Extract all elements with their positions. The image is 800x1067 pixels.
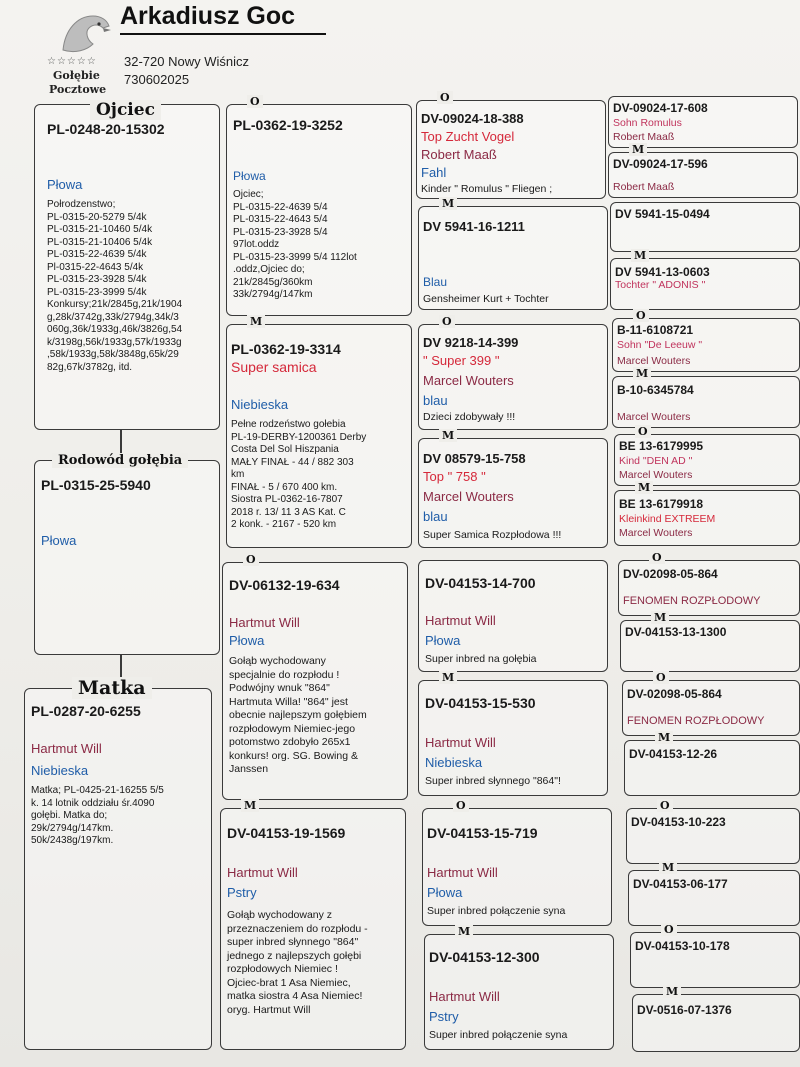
ff-card (226, 95, 412, 316)
sex-label: O (633, 309, 649, 322)
mother-notes: Matka; PL-0425-21-16255 5/5 k. 14 lotnik oddziału śr.4090 gołębi. Matka do; 29k/2794g/147km. 50k/2438g/197km. (31, 785, 164, 846)
mff-color: Płowa (425, 633, 461, 648)
ggp-card (608, 143, 798, 198)
mmm-ring: DV-04153-12-300 (429, 949, 540, 965)
ggp-sub: Kleinkind EXTREEM (619, 513, 716, 525)
ggp-ring: DV-04153-10-178 (635, 939, 730, 953)
ggp-ring: DV-04153-13-1300 (625, 625, 727, 639)
sex-label: O (453, 799, 469, 812)
fmf-breeder: Marcel Wouters (423, 373, 514, 388)
ggp-card (624, 731, 800, 796)
ggp-ring: DV-09024-17-608 (613, 101, 708, 115)
ffm-ring: DV 5941-16-1211 (423, 219, 525, 234)
ffm-note: Gensheimer Kurt + Tochter (423, 293, 549, 305)
mmf-card (422, 799, 612, 926)
ggp-card (612, 367, 800, 428)
sex-label: M (247, 315, 265, 328)
sex-label: O (439, 315, 455, 328)
owner-name-underline (120, 33, 326, 35)
ggp-ring: DV-04153-10-223 (631, 815, 726, 829)
mother-header: Matka (72, 677, 152, 699)
ggp-card (628, 861, 800, 926)
mm-notes: Gołąb wychodowany z przeznaczeniem do rozpłodu - super inbred słynnego "864" jednego z najlepszych gołębi rozpłodowych Niemiec ! Ojciec-brat 1 Asa Niemiec, matka siostra 4 Asa Niemiec! oryg. Hartmut Will (227, 909, 368, 1016)
logo-text-2: Pocztowe (49, 83, 107, 96)
mf-breeder: Hartmut Will (229, 615, 300, 630)
sex-label: M (663, 985, 681, 998)
sex-label: O (653, 671, 669, 684)
ggp-card (622, 671, 800, 736)
mmf-ring: DV-04153-15-719 (427, 825, 538, 841)
ffm-color: Blau (423, 275, 448, 289)
mmf-note: Super inbred połączenie syna (427, 905, 566, 917)
fff-card (416, 91, 606, 199)
sex-label: M (455, 925, 473, 938)
mother-breeder: Hartmut Will (31, 741, 102, 756)
fff-breeder: Robert Maaß (421, 147, 497, 162)
father-ring: PL-0248-20-15302 (47, 121, 165, 137)
ggp-ring: DV-09024-17-596 (613, 157, 708, 171)
sex-label: O (247, 95, 263, 108)
fmf-title: " Super 399 " (423, 353, 500, 368)
fmf-color: blau (423, 393, 448, 408)
sex-label: M (631, 249, 649, 262)
ggp-sub: FENOMEN ROZPŁODOWY (627, 715, 765, 727)
ggp-sub: Tochter " ADONIS " (615, 279, 706, 291)
sex-label: M (633, 367, 651, 380)
ggp-breeder: Robert Maaß (613, 131, 675, 143)
ggp-card (632, 985, 800, 1052)
fm-title: Super samica (231, 359, 317, 375)
mother-color: Niebieska (31, 763, 89, 778)
fmm-title: Top " 758 " (423, 469, 486, 484)
logo-text-1: Gołębie (53, 69, 100, 82)
pigeon-head-icon (59, 10, 111, 56)
ggp-breeder: Marcel Wouters (619, 527, 693, 539)
fmf-ring: DV 9218-14-399 (423, 335, 519, 350)
ggp-ring: BE 13-6179995 (619, 439, 704, 453)
ff-notes: Ojciec; PL-0315-22-4639 5/4 PL-0315-22-4643 5/4 PL-0315-23-3928 5/4 97lot.oddz PL-0315-23-3999 5/4 112lot .oddz,Ojciec do; 21k/2845g/360km 33k/2794g/147km (233, 189, 357, 300)
fff-ring: DV-09024-18-388 (421, 111, 524, 126)
mm-card (220, 799, 406, 1050)
mmm-card (424, 925, 614, 1050)
sex-label: M (659, 861, 677, 874)
mm-breeder: Hartmut Will (227, 865, 298, 880)
fff-color: Fahl (421, 165, 447, 180)
sex-label: M (651, 611, 669, 624)
mmf-breeder: Hartmut Will (427, 865, 498, 880)
mfm-breeder: Hartmut Will (425, 735, 496, 750)
ggp-card (630, 923, 800, 988)
mfm-card (418, 671, 608, 796)
fm-notes: Pełne rodzeństwo gołebia PL-19-DERBY-1200361 Derby Costa Del Sol Hiszpania MAŁY FINAŁ - 44 / 882 303 km FINAŁ - 5 / 670 400 km. Siostra PL-0362-16-7807 2018 r. 13/ 11 3 AS Kat. C 2 konk. - 2167 - 520 km (231, 419, 367, 530)
ggp-ring: B-11-6108721 (617, 323, 694, 337)
ggp-ring: BE 13-6179918 (619, 497, 704, 511)
sex-label: M (439, 197, 457, 210)
ffm-card (418, 197, 608, 310)
sex-label: O (243, 553, 259, 566)
sex-label: M (629, 143, 647, 156)
ggp-sub: Sohn "De Leeuw " (617, 339, 703, 351)
ggp-card (610, 249, 800, 310)
mf-card (222, 553, 408, 800)
fm-card (226, 315, 412, 548)
fff-note: Kinder " Romulus " Fliegen ; (421, 183, 553, 195)
mmm-color: Pstry (429, 1009, 459, 1024)
fmm-note: Super Samica Rozpłodowa !!! (423, 529, 562, 541)
fmm-breeder: Marcel Wouters (423, 489, 514, 504)
ggp-breeder: Marcel Wouters (619, 469, 693, 481)
ggp-ring: DV-04153-12-26 (629, 747, 718, 761)
mm-color: Pstry (227, 885, 257, 900)
mf-notes: Gołąb wychodowany specjalnie do rozpłodu ! Podwójny wnuk "864" Hartmuta Willa! "864" jest obecnie najlepszym gołębiem rozpłodowym Niemiec-jego potomstwo zdobyło 265x1 konkurs! org. SG. Bowing & Janssen (229, 655, 367, 775)
mfm-color: Niebieska (425, 755, 483, 770)
ggp-card (614, 481, 800, 546)
sex-label: O (649, 551, 665, 564)
ggp-ring: DV 5941-13-0603 (615, 265, 710, 279)
mmm-breeder: Hartmut Will (429, 989, 500, 1004)
ggp-ring: DV-02098-05-864 (623, 567, 718, 581)
fm-ring: PL-0362-19-3314 (231, 341, 341, 357)
ff-color: Płowa (233, 169, 266, 183)
mff-ring: DV-04153-14-700 (425, 575, 536, 591)
club-logo (45, 8, 123, 96)
ggp-card (620, 611, 800, 672)
owner-name: Arkadiusz Goc (120, 2, 296, 30)
ggp-sub: FENOMEN ROZPŁODOWY (623, 595, 761, 607)
ggp-breeder: Marcel Wouters (617, 355, 691, 367)
ggp-ring: DV-0516-07-1376 (637, 1003, 732, 1017)
fmm-ring: DV 08579-15-758 (423, 451, 526, 466)
bird-ring: PL-0315-25-5940 (41, 477, 151, 493)
pedigree-header: Rodowód gołębia (52, 453, 188, 468)
sex-label: M (439, 671, 457, 684)
fmm-color: blau (423, 509, 448, 524)
sex-label: O (657, 799, 673, 812)
mf-ring: DV-06132-19-634 (229, 577, 340, 593)
fm-color: Niebieska (231, 397, 289, 412)
mother-card (24, 688, 212, 1050)
mfm-note: Super inbred słynnego "864"! (425, 775, 561, 787)
ggp-breeder: Marcel Wouters (617, 411, 691, 423)
mm-ring: DV-04153-19-1569 (227, 825, 346, 841)
ggp-card (608, 96, 798, 148)
father-color: Płowa (47, 177, 83, 192)
mother-ring: PL-0287-20-6255 (31, 703, 141, 719)
ggp-card (618, 551, 800, 616)
mff-card (418, 560, 608, 672)
ggp-card (626, 799, 800, 864)
sex-label: O (635, 425, 651, 438)
fmm-card (418, 429, 608, 548)
ggp-ring: DV-04153-06-177 (633, 877, 728, 891)
mf-color: Płowa (229, 633, 265, 648)
bird-color: Płowa (41, 533, 77, 548)
mfm-ring: DV-04153-15-530 (425, 695, 536, 711)
ggp-ring: DV-02098-05-864 (627, 687, 722, 701)
mmf-color: Płowa (427, 885, 463, 900)
father-header: Ojciec (90, 100, 161, 120)
fmf-note: Dzieci zdobywały !!! (423, 411, 516, 423)
sex-label: M (241, 799, 259, 812)
ggp-breeder: Robert Maaß (613, 181, 675, 193)
ggp-ring: B-10-6345784 (617, 383, 694, 397)
sex-label: O (437, 91, 453, 104)
ggp-card (614, 425, 800, 486)
rating-stars: ☆☆☆☆☆ (47, 56, 97, 67)
mmm-note: Super inbred połączenie syna (429, 1029, 568, 1041)
mff-note: Super inbred na gołębia (425, 653, 537, 665)
ff-ring: PL-0362-19-3252 (233, 117, 343, 133)
sex-label: M (439, 429, 457, 442)
sex-label: M (635, 481, 653, 494)
ggp-ring: DV 5941-15-0494 (615, 207, 710, 221)
fff-title: Top Zucht Vogel (421, 129, 515, 144)
fmf-card (418, 315, 608, 430)
bird-card (34, 460, 220, 655)
sex-label: M (655, 731, 673, 744)
owner-phone: 730602025 (124, 72, 190, 87)
ggp-card (610, 202, 800, 252)
father-notes: Połrodzenstwo; PL-0315-20-5279 5/4k PL-0315-21-10460 5/4k PL-0315-21-10406 5/4k PL-0315-22-4639 5/4k Pl-0315-22-4643 5/4k PL-0315-23-3928 5/4k PL-0315-23-3999 5/4k Konkursy;21k/2845g,21k/1904 g,28k/3742g,33k/2794g,34k/3 060g,36k/1933g,46k/3826g,54 k/3198g,56k/1933g,57k/1933g ,58k/1933g,58k/3848g,65k/29 82g,67k/3782g, itd. (47, 199, 183, 373)
ggp-sub: Sohn Romulus (613, 117, 682, 129)
owner-address: 32-720 Nowy Wiśnicz (124, 54, 249, 69)
sex-label: O (661, 923, 677, 936)
ggp-card (612, 309, 800, 372)
ggp-sub: Kind "DEN AD " (619, 455, 693, 467)
father-card (34, 104, 220, 430)
mff-breeder: Hartmut Will (425, 613, 496, 628)
